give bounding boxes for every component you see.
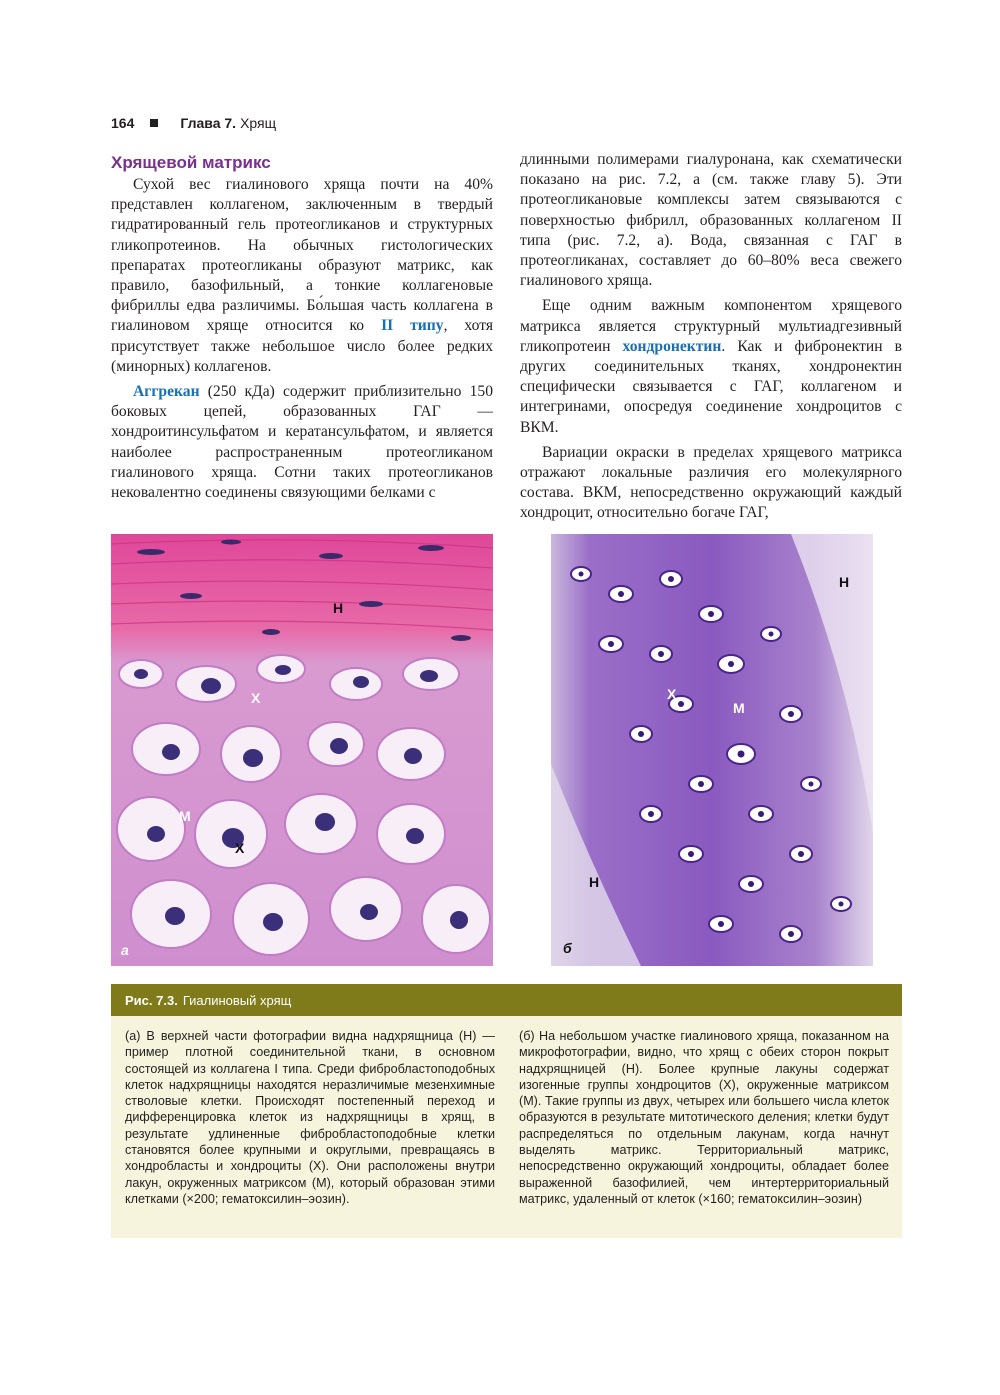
page-number: 164 <box>111 115 135 131</box>
running-header <box>111 112 276 134</box>
micrograph-a-image <box>111 534 493 966</box>
paragraph-text: Сухой вес гиалинового хряща почти на 40% представлен коллагеном, заключенным в твердый гидратированный гель протеогликанов и структурных гликопротеинов. На обычных гистологических препаратах протеогликаны образуют матрикс, как правило, базофильный, а тонкие коллагеновые фибриллы едва различимы. Бо́льшая часть коллагена в гиалиновом хряще относится ко <box>111 176 493 335</box>
label-chondrocyte-group: Х <box>667 686 677 702</box>
paragraph-text: Еще одним важным компонентом хрящевого матрикса является структурный мультиадгезивный гликопротеин <box>520 297 902 355</box>
label-perichondrium: Н <box>839 574 850 590</box>
figure-number: Рис. 7.3. <box>125 992 178 1008</box>
micrograph-b-image <box>551 534 873 966</box>
paragraph-text: . Как и фибронектин в других соединительных тканях, хондронектин специфически связывается с ГАГ, коллагеном и интегринами, опосредуя соединение хондроцитов с ВКМ. <box>520 337 903 436</box>
label-chondrocyte: Х <box>251 690 261 706</box>
paragraph <box>520 296 902 437</box>
chapter-title: Хрящ <box>240 115 277 131</box>
paragraph-text: , хотя присутствует также небольшое число более редких (минорных) коллагенов. <box>111 317 493 375</box>
figure-caption-box <box>111 1016 902 1238</box>
left-column <box>111 148 493 503</box>
panel-label-b: б <box>563 940 572 956</box>
label-matrix: М <box>179 808 191 824</box>
square-bullet-icon <box>150 119 158 127</box>
micrograph-a <box>111 534 493 966</box>
term-link[interactable]: II типу <box>381 317 444 335</box>
caption-b: (б) На небольшом участке гиалинового хряща, показанном на микрофотографии, видно, что хрящ с обеих сторон покрыт надхрящницей (Н). Более крупные лакуны содержат изогенные группы хондроцитов (Х), окруженные матриксом (М). Такие группы из двух, четырех или большего числа клеток образуются в результате митотического деления; клетки будут распределяться по отдельным лакунам, когда начнут выделять матрикс. Территориальный матрикс, непосредственно окружающий хондроциты, обладает более выраженной базофилией, чем интертерриториальный матрикс, удаленный от клеток (×160; гематоксилин–эозин) <box>519 1029 889 1206</box>
label-perichondrium: Н <box>589 874 600 890</box>
paragraph-text: (250 кДа) содержит приблизительно 150 боковых цепей, образованных ГАГ — хондроитинсульфатом и кератансульфатом, и является наиболее распространенным протеогликаном гиалинового хряща. Сотни таких протеогликанов нековалентно соединены связующими белками с <box>111 383 493 502</box>
chapter-label: Глава 7. <box>180 115 237 131</box>
figure-title: Гиалиновый хрящ <box>182 992 292 1008</box>
panel-label-a: а <box>121 942 129 958</box>
paragraph: длинными полимерами гиалуронана, как схематически показано на рис. 7.2, а (см. также главу 5). Эти протеогликановые комплексы затем связываются с поверхностью фибрилл, образованных коллагеном II типа (рис. 7.2, а). Вода, связанная с ГАГ в протеогликанах, составляет до 60–80% веса свежего гиалинового хряща. <box>520 151 902 290</box>
term-link[interactable]: Аггрекан <box>133 383 200 401</box>
label-matrix: М <box>733 700 745 716</box>
paragraph: Вариации окраски в пределах хрящевого матрикса отражают локальные различия его молекулярного состава. ВКМ, непосредственно окружающий каждый хондроцит, относительно богаче ГАГ, <box>520 443 902 522</box>
micrograph-b <box>551 534 873 966</box>
figure-caption-bar <box>111 984 902 1016</box>
caption-a: (а) В верхней части фотографии видна надхрящница (Н) — пример плотной соединительной ткани, в основном состоящей из коллагена I типа. Среди фибробластоподобных клеток надхрящницы находятся неразличимые мезенхимные стволовые клетки. Происходят постепенный переход и дифференцировка клеток из надхрящницы в хрящ, в результате удлиненные фибробластоподобные клетки становятся более крупными и округлыми, превращаясь в хондробласты и хондроциты (Х). Они расположены внутри лакун, окруженных матриксом (М), который образован этими клетками (×200; гематоксилин–эозин). <box>125 1029 495 1206</box>
paragraph <box>111 175 493 377</box>
label-chondrocyte: Х <box>235 840 245 856</box>
term-link[interactable]: хондронектин <box>622 337 722 355</box>
section-title: Хрящевой матрикс <box>111 153 271 172</box>
paragraph <box>111 382 493 503</box>
label-perichondrium: Н <box>333 600 344 616</box>
right-column <box>520 150 902 524</box>
